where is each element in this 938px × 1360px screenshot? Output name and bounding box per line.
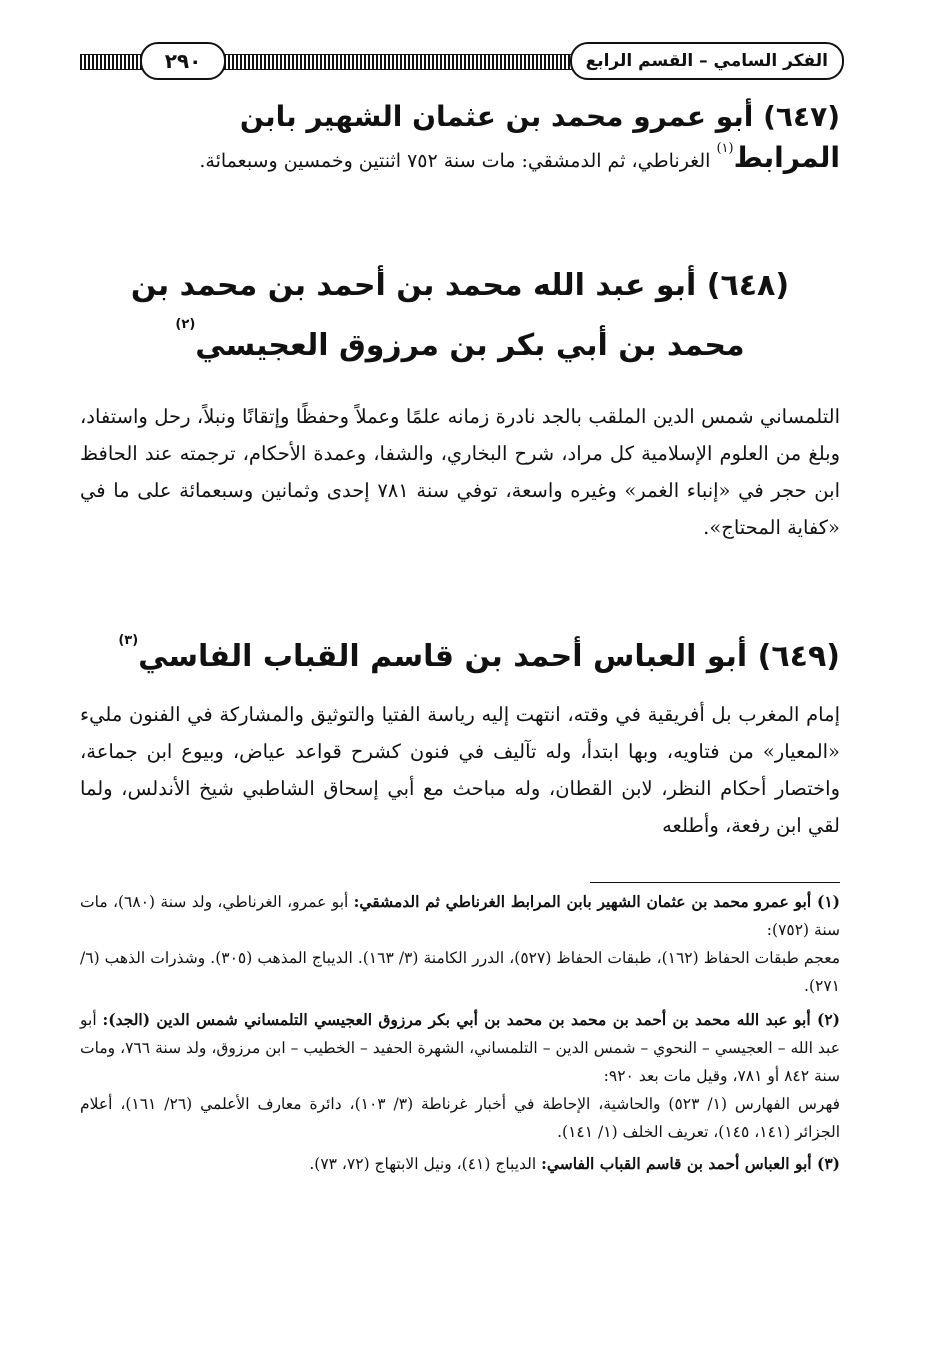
book-page xyxy=(80,30,840,1350)
entry-title-line2: محمد بن أبي بكر بن مرزوق العجيسي$^{(٢)}$ xyxy=(175,317,745,363)
page-header xyxy=(80,30,840,86)
entry-title: (٦٤٨) أبو عبد الله محمد بن أحمد بن محمد بن xyxy=(130,268,790,303)
entry-648 xyxy=(80,256,840,546)
entry-649 xyxy=(80,632,840,844)
entry-title: (٦٤٧) أبو عمرو محمد بن عثمان الشهير بابن xyxy=(239,100,840,133)
footnote-ref: (١) xyxy=(716,141,734,156)
footnote-separator xyxy=(590,882,840,883)
entry-title: (٦٤٩) أبو العباس أحمد بن قاسم القباب الفاسي$^{(٣)}$ xyxy=(118,633,840,674)
footnote-3: (٣) أبو العباس أحمد بن قاسم القباب الفاسي: الديباج (٤١)، ونيل الابتهاج (٧٢، ٧٣). xyxy=(309,1154,840,1173)
page-number: ٢٩٠ xyxy=(140,42,226,80)
entry-text: المرابط$^{(١)}$ الغرناطي، ثم الدمشقي: مات سنة ٧٥٢ اثنتين وخمسين وسبعمائة. xyxy=(199,141,840,174)
entry-text: إمام المغرب بل أفريقية في وقته، انتهت إليه رياسة الفتيا والتوثيق والمشاركة في الفنون مليء «المعيار» من فتاويه، وبها ابتدأ، وله تآليف في فنون كشرح قواعد عياض، وبيوع ابن جماعة، واختصار أحكام النظر، لابن القطان، وله مباحث مع أبي إسحاق الشاطبي شيخ الأندلس، ولما لقي ابن رفعة، وأطلعه xyxy=(80,703,840,837)
footnote-2: (٢) أبو عبد الله محمد بن أحمد بن محمد بن محمد بن أبي بكر مرزوق العجيسي التلمساني شمس الدين (الجد): أبو عبد الله – العجيسي – النحوي – شمس الدين – التلمساني، الشهرة الحفيد – الخطيب – ابن مرزوق، ولد سنة ٧٦٦، ومات سنة ٨٤٢ أو ٧٨١، وقيل مات بعد ٩٢٠: xyxy=(80,1010,840,1085)
running-title: الفكر السامي – القسم الرابع xyxy=(570,42,844,80)
footnote-1: (١) أبو عمرو محمد بن عثمان الشهير بابن المرابط الغرناطي ثم الدمشقي: أبو عمرو، الغرناطي، ولد سنة (٦٨٠)، مات سنة (٧٥٢): xyxy=(80,892,840,939)
footnote-ref: (٢) xyxy=(175,317,196,332)
footnote-2-sources: فهرس الفهارس (١/ ٥٢٣) والحاشية، الإحاطة في أخبار غرناطة (٣/ ١٠٣)، دائرة معارف الأعلمي (٢٦/ ١٦١)، أعلام الجزائر (١٤١، ١٤٥)، تعريف الخلف (١/ ١٤١). xyxy=(80,1095,841,1141)
footnote-ref: (٣) xyxy=(118,633,139,648)
footnotes xyxy=(80,888,840,1178)
entry-647 xyxy=(80,94,840,179)
footnote-1-sources: معجم طبقات الحفاظ (١٦٢)، طبقات الحفاظ (٥٢٧)، الدرر الكامنة (٣/ ١٦٣). الديباج المذهب (٣٠٥). وشذرات الذهب (٦/ ٢٧١). xyxy=(80,949,840,995)
entry-text: التلمساني شمس الدين الملقب بالجد نادرة زمانه علمًا وعملاً وحفظًا وإتقانًا ونبلاً، رحل واستفاد، وبلغ من العلوم الإسلامية كل مراد، شرح البخاري، والشفا، وعمدة الأحكام، ترجمته عند الحافظ ابن حجر في «إنباء الغمر» وغيره واسعة، توفي سنة ٧٨١ إحدى وثمانين وسبعمائة على ما في «كفاية المحتاج». xyxy=(80,405,840,539)
entry-title-continued: المرابط xyxy=(733,141,840,174)
